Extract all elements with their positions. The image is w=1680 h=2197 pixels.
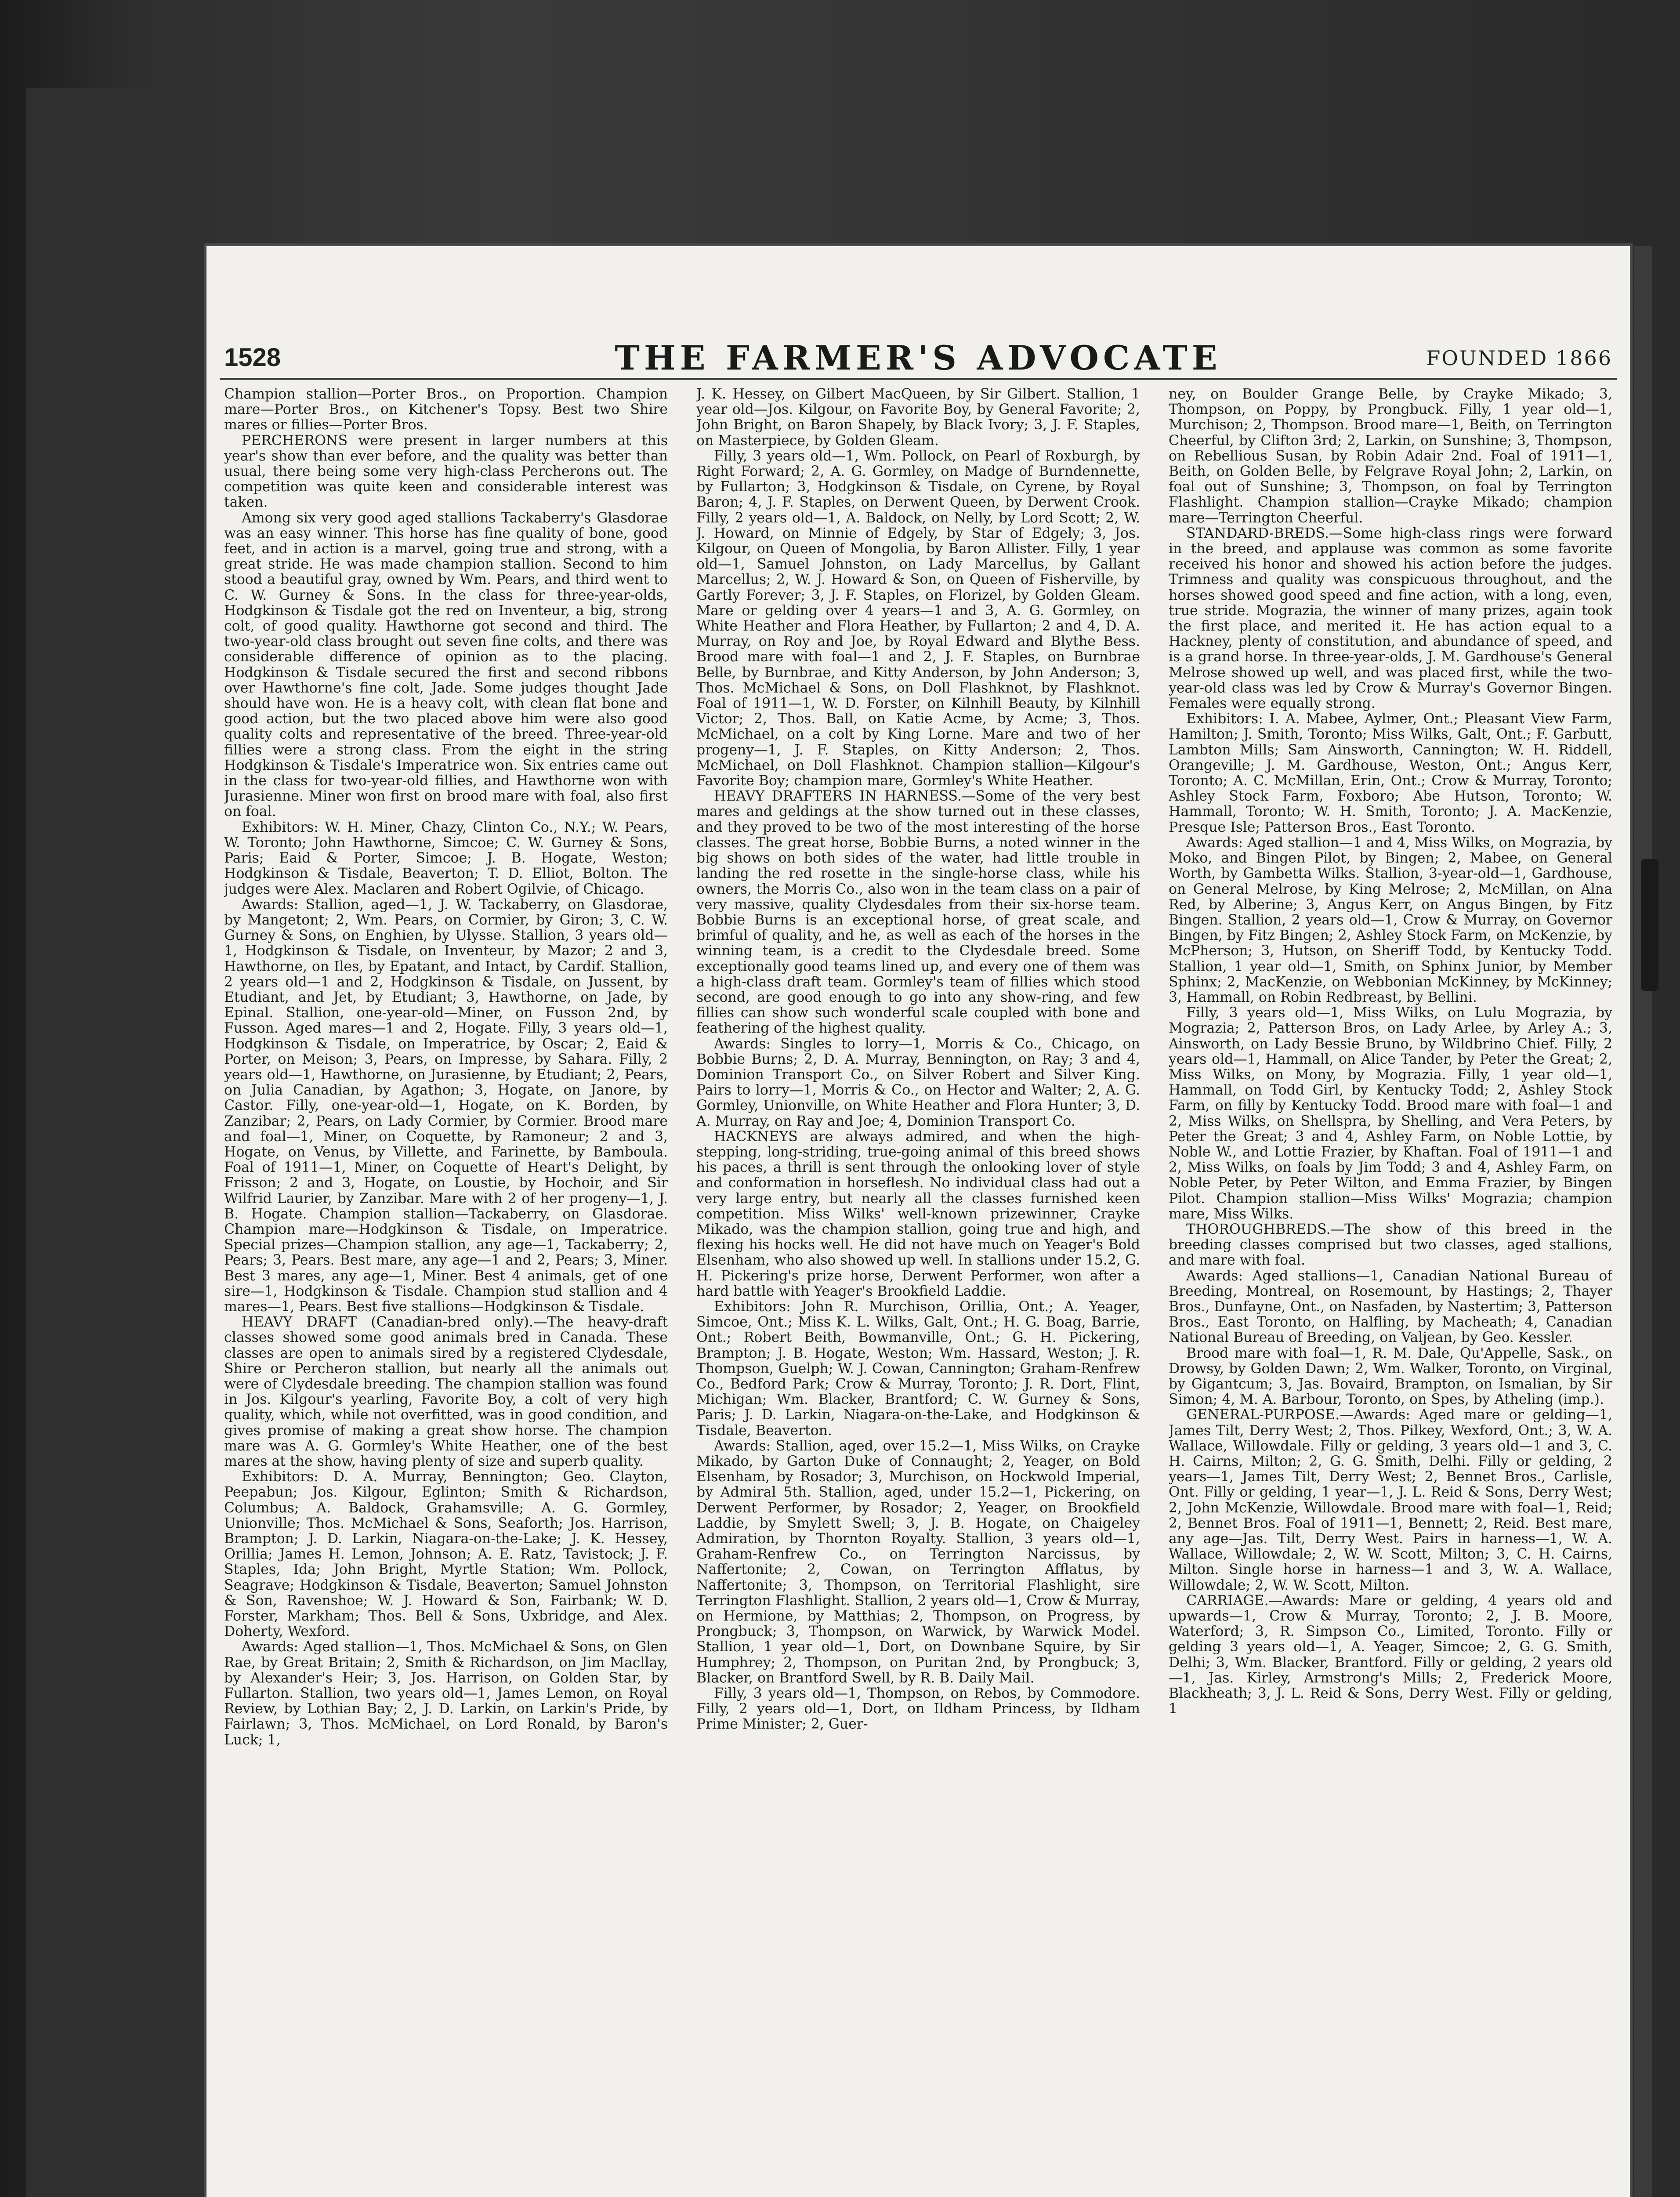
paragraph: THOROUGHBREDS.—The show of this breed in the breeding classes comprised but two classes, aged stallions, and mare with foal. xyxy=(1169,1221,1612,1269)
paragraph: Exhibitors: I. A. Mabee, Aylmer, Ont.; Pleasant View Farm, Hamilton; J. Smith, Toronto; Miss Wilks, Galt, Ont.; F. Garbutt, Lambton Mills; Sam Ainsworth, Cannington; W. H. Riddell, Orangeville; J. M. Gardhouse, Weston, Ont.; Angus Kerr, Toronto; A. C. McMillan, Erin, Ont.; Crow & Murray, Toronto; Ashley Stock Farm, Foxboro; Abe Hutson, Toronto; W. Hammall, Toronto; W. H. Smith, Toronto; J. A. MacKenzie, Presque Isle; Patterson Bros., East Toronto. xyxy=(1169,711,1612,835)
paragraph: Awards: Aged stallion—1, Thos. McMichael & Sons, on Glen Rae, by Great Britain; 2, Smith & Richardson, on Jim Macllay, by Alexander's Heir; 3, Jos. Harrison, on Golden Star, by Fullarton. Stallion, two years old—1, James Lemon, on Royal Review, by Lothian Bay; 2, J. D. Larkin, on Larkin's Pride, by Fairlawn; 3, Thos. McMichael, on Lord Ronald, by Baron's Luck; 1, xyxy=(224,1639,668,1748)
paragraph: Exhibitors: W. H. Miner, Chazy, Clinton Co., N.Y.; W. Pears, W. Toronto; John Hawthorne, Simcoe; C. W. Gurney & Sons, Paris; Eaid & Porter, Simcoe; J. B. Hogate, Weston; Hodgkinson & Tisdale, Beaverton; T. D. Elliot, Bolton. The judges were Alex. Maclaren and Robert Ogilvie, of Chicago. xyxy=(224,819,668,897)
paragraph: Awards: Stallion, aged, over 15.2—1, Miss Wilks, on Crayke Mikado, by Garton Duke of Connaught; 2, Yeager, on Bold Elsenham, by Rosador; 3, Murchison, on Hockwold Imperial, by Admiral 5th. Stallion, aged, under 15.2—1, Pickering, on Derwent Performer, by Rosador; 2, Yeager, on Brookfield Laddie, by Smylett Swell; 3, J. B. Hogate, on Chaigeley Admiration, by Thornton Royalty. Stallion, 3 years old—1, Graham-Renfrew Co., on Terrington Narcissus, by Naffertonite; 2, Cowan, on Terrington Afflatus, by Naffertonite; 3, Thompson, on Territorial Flashlight, sire Terrington Flashlight. Stallion, 2 years old—1, Crow & Murray, on Hermione, by Matthias; 2, Thompson, on Progress, by Prongbuck; 3, Thompson, on Warwick, by Warwick Model. Stallion, 1 year old—1, Dort, on Downbane Squire, by Sir Humphrey; 2, Thompson, on Puritan 2nd, by Prongbuck; 3, Blacker, on Brantford Swell, by R. B. Daily Mail. xyxy=(696,1438,1140,1686)
paragraph: PERCHERONS were present in larger numbers at this year's show than ever before, and the quality was better than usual, there being some very high-class Percherons out. The competition was quite keen and considerable interest was taken. xyxy=(224,432,668,511)
text-column-1 xyxy=(224,387,668,2197)
header-rule xyxy=(220,378,1617,380)
paragraph: Champion stallion—Porter Bros., on Proportion. Champion mare—Porter Bros., on Kitchener's Topsy. Best two Shire mares or fillies—Porter Bros. xyxy=(224,387,668,433)
paragraph: HEAVY DRAFTERS IN HARNESS.—Some of the very best mares and geldings at the show turned out in these classes, and they proved to be two of the most interesting of the horse classes. The great horse, Bobbie Burns, a noted winner in the big shows on both sides of the water, had little trouble in landing the red rosette in the single-horse class, while his owners, the Morris Co., also won in the team class on a pair of very massive, quality Clydesdales from their six-horse team. Bobbie Burns is an exceptional horse, of great scale, and brimful of quality, and he, as well as each of the horses in the winning team, is a credit to the Clydesdale breed. Some exceptionally good teams lined up, and every one of them was a high-class draft team. Gormley's team of fillies which stood second, are good enough to go into any show-ring, and few fillies can show such wonderful scale coupled with bone and feathering of the highest quality. xyxy=(696,788,1140,1037)
paragraph: Exhibitors: John R. Murchison, Orillia, Ont.; A. Yeager, Simcoe, Ont.; Miss K. L. Wilks, Galt, Ont.; H. G. Boag, Barrie, Ont.; Robert Beith, Bowmanville, Ont.; G. H. Pickering, Brampton; J. B. Hogate, Weston; Wm. Hassard, Weston; J. R. Thompson, Guelph; W. J. Cowan, Cannington; Graham-Renfrew Co., Bedford Park; Crow & Murray, Toronto; J. R. Dort, Flint, Michigan; Wm. Blacker, Brantford; C. W. Gurney & Sons, Paris; J. D. Larkin, Niagara-on-the-Lake, and Hodgkinson & Tisdale, Beaverton. xyxy=(696,1298,1140,1439)
paragraph: GENERAL-PURPOSE.—Awards: Aged mare or gelding—1, James Tilt, Derry West; 2, Thos. Pilkey, Wexford, Ont.; 3, W. A. Wallace, Willowdale. Filly or gelding, 3 years old—1 and 3, C. H. Cairns, Milton; 2, G. G. Smith, Delhi. Filly or gelding, 2 years—1, James Tilt, Derry West; 2, Bennet Bros., Carlisle, Ont. Filly or gelding, 1 year—1, J. L. Reid & Sons, Derry West; 2, John McKenzie, Willowdale. Brood mare with foal—1, Reid; 2, Bennet Bros. Foal of 1911—1, Bennett; 2, Reid. Best mare, any age—Jas. Tilt, Derry West. Pairs in harness—1, W. A. Wallace, Willowdale; 2, W. W. Scott, Milton; 3, C. H. Cairns, Milton. Single horse in harness—1 and 3, W. A. Wallace, Willowdale; 2, W. W. Scott, Milton. xyxy=(1169,1407,1612,1593)
scanner-left-band xyxy=(26,88,193,2197)
paragraph: Filly, 3 years old—1, Wm. Pollock, on Pearl of Roxburgh, by Right Forward; 2, A. G. Gormley, on Madge of Burndennette, by Fullarton; 3, Hodgkinson & Tisdale, on Cyrene, by Royal Baron; 4, J. F. Staples, on Derwent Queen, by Derwent Crook. Filly, 2 years old—1, A. Baldock, on Nelly, by Lord Scott; 2, W. J. Howard, on Minnie of Edgely, by Star of Edgely; 3, Jos. Kilgour, on Queen of Mongolia, by Baron Allister. Filly, 1 year old—1, Samuel Johnston, on Lady Marcellus, by Gallant Marcellus; 2, W. J. Howard & Son, on Queen of Fisherville, by Gartly Forever; 3, J. F. Staples, on Florizel, by Golden Gleam. Mare or gelding over 4 years—1 and 3, A. G. Gormley, on White Heather and Flora Heather, by Fullarton; 2 and 4, D. A. Murray, on Roy and Joe, by Royal Edward and Blythe Bess. Brood mare with foal—1 and 2, J. F. Staples, on Burnbrae Belle, by Burnbrae, and Kitty Anderson, by John Anderson; 3, Thos. McMichael & Sons, on Doll Flashknot, by Flashknot. Foal of 1911—1, W. D. Forster, on Kilnhill Beauty, by Kilnhill Victor; 2, Thos. Ball, on Katie Acme, by Acme; 3, Thos. McMichael, on a colt by King Lorne. Mare and two of her progeny—1, J. F. Staples, on Kitty Anderson; 2, Thos. McMichael, on Doll Flashknot. Champion stallion—Kilgour's Favorite Boy; champion mare, Gormley's White Heather. xyxy=(696,448,1140,789)
paragraph: Exhibitors: D. A. Murray, Bennington; Geo. Clayton, Peepabun; Jos. Kilgour, Eglinton; Smith & Richardson, Columbus; A. Baldock, Grahamsville; A. G. Gormley, Unionville; Thos. McMichael & Sons, Seaforth; Jos. Harrison, Brampton; J. D. Larkin, Niagara-on-the-Lake; J. K. Hessey, Orillia; James H. Lemon, Johnson; A. E. Ratz, Tavistock; J. F. Staples, Ida; John Bright, Myrtle Station; Wm. Pollock, Seagrave; Hodgkinson & Tisdale, Beaverton; Samuel Johnston & Son, Ravenshoe; W. J. Howard & Son, Fairbank; W. D. Forster, Markham; Thos. Bell & Sons, Uxbridge, and Alex. Doherty, Wexford. xyxy=(224,1469,668,1640)
newspaper-page xyxy=(206,246,1630,2197)
paragraph: J. K. Hessey, on Gilbert MacQueen, by Sir Gilbert. Stallion, 1 year old—Jos. Kilgour, on Favorite Boy, by General Favorite; 2, John Bright, on Baron Shapely, by Black Ivory; 3, J. F. Staples, on Masterpiece, by Golden Gleam. xyxy=(696,387,1140,449)
page-number: 1528 xyxy=(224,343,281,372)
paragraph: Filly, 3 years old—1, Thompson, on Rebos, by Commodore. Filly, 2 years old—1, Dort, on Ildham Princess, by Ildham Prime Minister; 2, Guer- xyxy=(696,1686,1140,1733)
founded-label: FOUNDED 1866 xyxy=(1426,346,1612,370)
paragraph: Awards: Aged stallion—1 and 4, Miss Wilks, on Mograzia, by Moko, and Bingen Pilot, by Bingen; 2, Mabee, on General Worth, by Gambetta Wilks. Stallion, 3-year-old—1, Gardhouse, on General Melrose, by King Melrose; 2, McMillan, on Alna Red, by Alberine; 3, Angus Kerr, on Angus Bingen, by Fitz Bingen. Stallion, 2 years old—1, Crow & Murray, on Governor Bingen, by Fitz Bingen; 2, Ashley Stock Farm, on McKenzie, by McPherson; 3, Hutson, on Sheriff Todd, by Kentucky Todd. Stallion, 1 year old—1, Smith, on Sphinx Junior, by Member Sphinx; 2, MacKenzie, on Webbonian McKinney, by McKinney; 3, Hammall, on Robin Redbreast, by Bellini. xyxy=(1169,834,1612,1005)
paragraph: STANDARD-BREDS.—Some high-class rings were forward in the breed, and applause was common as some favorite received his honor and showed his action before the judges. Trimness and quality was conspicuous throughout, and the horses showed good speed and fine action, with a long, even, true stride. Mograzia, the winner of many prizes, again took the first place, and merited it. He has action equal to a Hackney, plenty of constitution, and abundance of speed, and is a grand horse. In three-year-olds, J. M. Gardhouse's General Melrose showed up well, and was placed first, while the two-year-old class was led by Crow & Murray's Governor Bingen. Females were equally strong. xyxy=(1169,525,1612,712)
paragraph: HACKNEYS are always admired, and when the high-stepping, long-striding, true-going animal of this breed shows his paces, a thrill is sent through the onlooking lover of style and conformation in horseflesh. No individual class had out a very large entry, but nearly all the classes furnished keen competition. Miss Wilks' well-known prizewinner, Crayke Mikado, was the champion stallion, going true and high, and flexing his hocks well. He did not have much on Yeager's Bold Elsenham, who also showed up well. In stallions under 15.2, G. H. Pickering's prize horse, Derwent Performer, won after a hard battle with Yeager's Brookfield Laddie. xyxy=(696,1128,1140,1299)
binding-hole xyxy=(1641,859,1658,991)
page-header xyxy=(206,338,1630,378)
paragraph: Brood mare with foal—1, R. M. Dale, Qu'Appelle, Sask., on Drowsy, by Golden Dawn; 2, Wm. Walker, Toronto, on Virginal, by Gigantcum; 3, Jas. Bovaird, Brampton, on Ismalian, by Sir Simon; 4, M. A. Barbour, Toronto, on Spes, by Atheling (imp.). xyxy=(1169,1345,1612,1408)
text-column-3 xyxy=(1169,387,1612,2197)
paragraph: ney, on Boulder Grange Belle, by Crayke Mikado; 3, Thompson, on Poppy, by Prongbuck. Filly, 1 year old—1, Murchison; 2, Thompson. Brood mare—1, Beith, on Terrington Cheerful, by Clifton 3rd; 2, Larkin, on Sunshine; 3, Thompson, on Rebellious Susan, by Robin Adair 2nd. Foal of 1911—1, Beith, on Golden Belle, by Felgrave Royal John; 2, Larkin, on foal out of Sunshine; 3, Thompson, on foal by Terrington Flashlight. Champion stallion—Crayke Mikado; champion mare—Terrington Cheerful. xyxy=(1169,387,1612,526)
paragraph: Awards: Singles to lorry—1, Morris & Co., Chicago, on Bobbie Burns; 2, D. A. Murray, Bennington, on Ray; 3 and 4, Dominion Transport Co., on Silver Robert and Silver King. Pairs to lorry—1, Morris & Co., on Hector and Walter; 2, A. G. Gormley, Unionville, on White Heather and Flora Hunter; 3, D. A. Murray, on Ray and Joe; 4, Dominion Transport Co. xyxy=(696,1036,1140,1129)
text-column-2 xyxy=(696,387,1140,2197)
paragraph: HEAVY DRAFT (Canadian-bred only).—The heavy-draft classes showed some good animals bred in Canada. These classes are open to animals sired by a registered Clydesdale, Shire or Percheron stallion, but nearly all the animals out were of Clydesdale breeding. The champion stallion was found in Jos. Kilgour's yearling, Favorite Boy, a colt of very high quality, which, while not overfitted, was in good condition, and gives promise of making a great show horse. The champion mare was A. G. Gormley's White Heather, one of the best mares at the show, having plenty of size and superb quality. xyxy=(224,1314,668,1470)
paragraph: Among six very good aged stallions Tackaberry's Glasdorae was an easy winner. This horse has fine quality of bone, good feet, and in action is a marvel, going true and strong, with a great stride. He was made champion stallion. Second to him stood a beautiful gray, owned by Wm. Pears, and third went to C. W. Gurney & Sons. In the class for three-year-olds, Hodgkinson & Tisdale got the red on Inventeur, a big, strong colt, of good quality. Hawthorne got second and third. The two-year-old class brought out seven fine colts, and there was considerable difference of opinion as to the placing. Hodgkinson & Tisdale secured the first and second ribbons over Hawthorne's fine colt, Jade. Some judges thought Jade should have won. He is a heavy colt, with clean flat bone and good action, but the two placed above him were also good quality colts and representative of the breed. Three-year-old fillies were a strong class. From the eight in the string Hodgkinson & Tisdale's Imperatrice won. Six entries came out in the class for two-year-old fillies, and Hawthorne won with Jurasienne. Miner won first on brood mare with foal, also first on foal. xyxy=(224,510,668,820)
paragraph: Awards: Aged stallions—1, Canadian National Bureau of Breeding, Montreal, on Rosemount, by Hastings; 2, Thayer Bros., Dunfayne, Ont., on Nasfaden, by Nastertim; 3, Patterson Bros., East Toronto, on Halfling, by Macheath; 4, Canadian National Bureau of Breeding, on Valjean, by Geo. Kessler. xyxy=(1169,1268,1612,1346)
paragraph: Awards: Stallion, aged—1, J. W. Tackaberry, on Glasdorae, by Mangetont; 2, Wm. Pears, on Cormier, by Giron; 3, C. W. Gurney & Sons, on Enghien, by Ulysse. Stallion, 3 years old—1, Hodgkinson & Tisdale, on Inventeur, by Mazor; 2 and 3, Hawthorne, on Iles, by Epatant, and Intact, by Cardif. Stallion, 2 years old—1 and 2, Hodgkinson & Tisdale, on Jussent, by Etudiant, and Jet, by Etudiant; 3, Hawthorne, on Jade, by Epinal. Stallion, one-year-old—Miner, on Fusson 2nd, by Fusson. Aged mares—1 and 2, Hogate. Filly, 3 years old—1, Hodgkinson & Tisdale, on Imperatrice, by Oscar; 2, Eaid & Porter, on Meison; 3, Pears, on Impresse, by Sahara. Filly, 2 years old—1, Hawthorne, on Jurasienne, by Etudiant; 2, Pears, on Julia Canadian, by Agathon; 3, Hogate, on Janore, by Castor. Filly, one-year-old—1, Hogate, on K. Borden, by Zanzibar; 2, Pears, on Lady Cormier, by Cormier. Brood mare and foal—1, Miner, on Coquette, by Ramoneur; 2 and 3, Hogate, on Venus, by Villette, and Farinette, by Bamboula. Foal of 1911—1, Miner, on Coquette of Heart's Delight, by Frisson; 2 and 3, Hogate, on Loustie, by Hochoir, and Sir Wilfrid Laurier, by Zanzibar. Mare with 2 of her progeny—1, J. B. Hogate. Champion stallion—Tackaberry, on Glasdorae. Champion mare—Hodgkinson & Tisdale, on Imperatrice. Special prizes—Champion stallion, any age—1, Tackaberry; 2, Pears; 3, Pears. Best mare, any age—1 and 2, Pears; 3, Miner. Best 3 mares, any age—1, Miner. Best 4 animals, get of one sire—1, Hodgkinson & Tisdale. Champion stud stallion and 4 mares—1, Pears. Best five stallions—Hodgkinson & Tisdale. xyxy=(224,896,668,1315)
masthead-title: THE FARMER'S ADVOCATE xyxy=(615,338,1222,377)
paragraph: CARRIAGE.—Awards: Mare or gelding, 4 years old and upwards—1, Crow & Murray, Toronto; 2, J. B. Moore, Waterford; 3, R. Simpson Co., Limited, Toronto. Filly or gelding 3 years old—1, A. Yeager, Simcoe; 2, G. G. Smith, Delhi; 3, Wm. Blacker, Brantford. Filly or gelding, 2 years old—1, Jas. Kirley, Armstrong's Mills; 2, Frederick Moore, Blackheath; 3, J. L. Reid & Sons, Derry West. Filly or gelding, 1 xyxy=(1169,1592,1612,1717)
paragraph: Filly, 3 years old—1, Miss Wilks, on Lulu Mograzia, by Mograzia; 2, Patterson Bros, on Lady Arlee, by Arley A.; 3, Ainsworth, on Lady Bessie Bruno, by Wildbrino Chief. Filly, 2 years old—1, Hammall, on Alice Tander, by Peter the Great; 2, Miss Wilks, on Mony, by Mograzia. Filly, 1 year old—1, Hammall, on Todd Girl, by Kentucky Todd; 2, Ashley Stock Farm, on filly by Kentucky Todd. Brood mare with foal—1 and 2, Miss Wilks, on Shellspra, by Shelling, and Vera Peters, by Peter the Great; 3 and 4, Ashley Farm, on Noble Lottie, by Noble W., and Lottie Frazier, by Khaftan. Foal of 1911—1 and 2, Miss Wilks, on foals by Jim Todd; 3 and 4, Ashley Farm, on Noble Peter, by Peter Wilton, and Emma Frazier, by Bingen Pilot. Champion stallion—Miss Wilks' Mograzia; champion mare, Miss Wilks. xyxy=(1169,1005,1612,1222)
page-edge-shadow xyxy=(1634,246,1652,2197)
